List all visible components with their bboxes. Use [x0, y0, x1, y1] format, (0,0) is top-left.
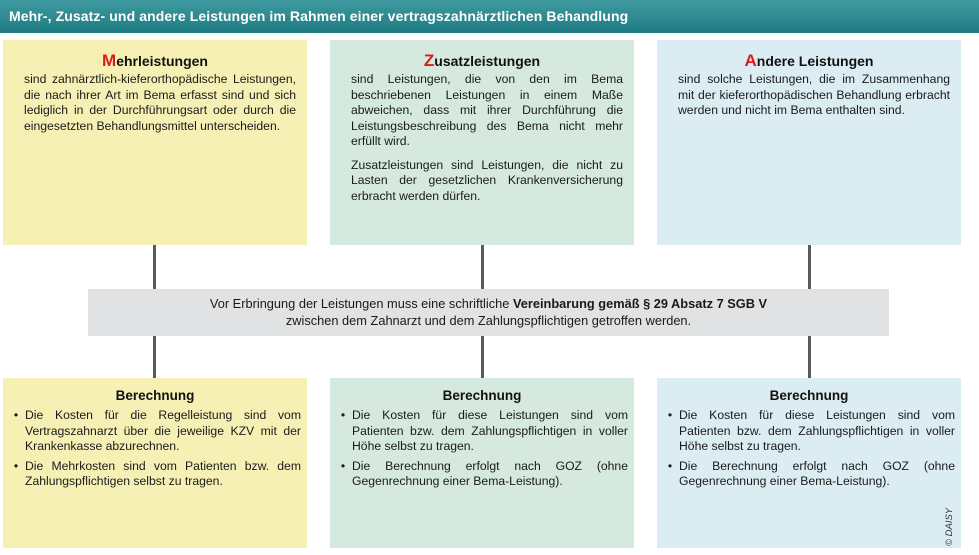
box-title-mehrleistungen — [3, 51, 307, 71]
calc-list — [338, 408, 628, 490]
calc-title: Berechnung — [769, 388, 849, 403]
calc-title: Berechnung — [442, 388, 522, 403]
calc-box-mehrleistungen — [3, 378, 307, 548]
box-mehrleistungen — [3, 40, 307, 245]
calc-box-zusatzleistungen — [330, 378, 634, 548]
list-item — [11, 459, 301, 490]
connector-line — [481, 245, 484, 289]
box-andere-leistungen — [657, 40, 961, 245]
agreement-text: Vor Erbringung der Leistungen muss eine schriftliche — [209, 296, 513, 311]
list-item-text: Die Kosten für diese Leistungen sind vom Patienten bzw. dem Zahlungspflichtigen in voller Höhe selbst zu tragen. — [352, 408, 628, 453]
box-title-andere-leistungen — [657, 51, 961, 71]
agreement-line-1 — [88, 295, 889, 312]
title-bar — [0, 0, 979, 33]
connector-line — [481, 336, 484, 378]
bullet-icon: • — [13, 408, 19, 422]
title-initial: Z — [423, 51, 435, 70]
list-item-text: Die Kosten für diese Leistungen sind vom Patienten bzw. dem Zahlungspflichtigen in voller Höhe selbst zu tragen. — [679, 408, 955, 453]
list-item-text: Die Berechnung erfolgt nach GOZ (ohne Gegenrechnung einer Bema-Leistung). — [352, 458, 628, 488]
box-title-zusatzleistungen — [330, 51, 634, 71]
list-item — [11, 408, 301, 455]
connector-line — [808, 336, 811, 378]
page-title: Mehr-, Zusatz- und andere Leistungen im Rahmen einer vertragszahnärztlichen Behandlung — [9, 8, 629, 24]
list-item-text: Die Berechnung erfolgt nach GOZ (ohne Gegenrechnung einer Bema-Leistung). — [679, 458, 955, 488]
paragraph: sind solche Leistungen, die im Zusammenhang mit der kieferorthopädischen Behandlung erbracht werden und nicht im Bema enthalten sind. — [678, 72, 950, 117]
box-text-andere-leistungen — [678, 72, 950, 119]
agreement-bold-text: Vereinbarung gemäß § 29 Absatz 7 SGB V — [512, 296, 768, 311]
box-zusatzleistungen — [330, 40, 634, 245]
list-item — [338, 408, 628, 455]
connector-line — [808, 245, 811, 289]
list-item — [338, 459, 628, 490]
bullet-icon: • — [13, 458, 19, 473]
paragraph: Zusatzleistungen sind Leistungen, die nicht zu Lasten der gesetzlichen Krankenversicherung erbracht werden dürfen. — [351, 157, 623, 203]
agreement-line-2: zwischen dem Zahnarzt und dem Zahlungspflichtigen getroffen werden. — [285, 313, 692, 328]
calc-box-andere-leistungen — [657, 378, 961, 548]
connector-line — [153, 245, 156, 289]
calc-list — [665, 408, 955, 490]
list-item-text: Die Kosten für die Regelleistung sind vom Vertragszahnarzt über die jeweilige KZV mit der Krankenkasse abzurechnen. — [25, 408, 301, 453]
title-rest: ehrleistungen — [116, 53, 208, 69]
title-rest: usatzleistungen — [434, 53, 541, 69]
bullet-icon: • — [667, 458, 673, 473]
paragraph: sind zahnärztlich-kieferorthopädische Leistungen, die nach ihrer Art im Bema erfasst sind und sich lediglich in der Durchführungsart oder durch die eingesetzten Behandlungsmittel unterscheiden. — [24, 72, 296, 133]
box-text-zusatzleistungen — [351, 72, 623, 204]
bullet-icon: • — [667, 408, 673, 422]
list-item — [665, 459, 955, 490]
list-item — [665, 408, 955, 455]
bullet-icon: • — [340, 408, 346, 422]
calc-title: Berechnung — [115, 388, 195, 403]
agreement-box — [88, 289, 889, 336]
title-initial: M — [102, 51, 117, 70]
copyright-notice: © DAISY — [944, 507, 955, 546]
connector-line — [153, 336, 156, 378]
title-initial: A — [744, 51, 757, 70]
title-rest: ndere Leistungen — [756, 53, 874, 69]
paragraph: sind Leistungen, die von den im Bema beschriebenen Leistungen in einem Maße abweichen, dass mit ihrer Durchführung die Leistungsbeschreibung des Bema nicht mehr erfüllt wird. — [351, 72, 623, 148]
list-item-text: Die Mehrkosten sind vom Patienten bzw. dem Zahlungspflichtigen selbst zu tragen. — [25, 458, 301, 488]
bullet-icon: • — [340, 458, 346, 473]
box-text-mehrleistungen — [24, 72, 296, 134]
calc-list — [11, 408, 301, 490]
